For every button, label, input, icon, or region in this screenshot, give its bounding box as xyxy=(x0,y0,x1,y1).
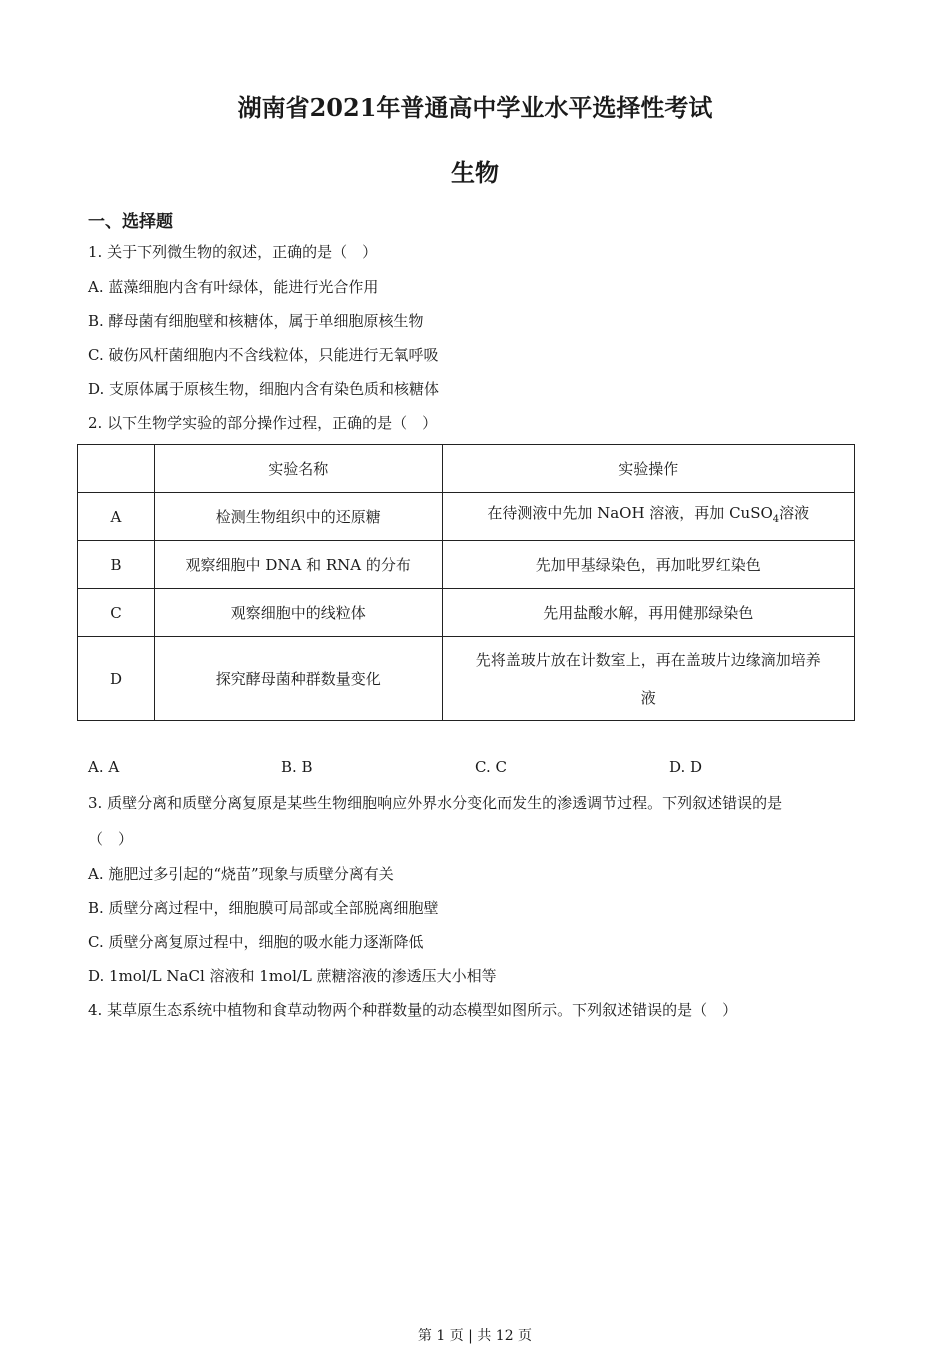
table-header-cell: 实验操作 xyxy=(442,445,854,493)
q2-choice-d: D. D xyxy=(669,758,703,776)
row-key: D xyxy=(78,637,155,721)
q3-option-c: C. 质壁分离复原过程中，细胞的吸水能力逐渐降低 xyxy=(88,933,424,951)
q4-stem: 4. 某草原生态系统中植物和食草动物两个种群数量的动态模型如图所示。下列叙述错误的是（ ） xyxy=(88,1001,738,1019)
experiment-table xyxy=(77,444,855,721)
q3-option-a: A. 施肥过多引起的“烧苗”现象与质壁分离有关 xyxy=(88,865,394,883)
experiment-name: 检测生物组织中的还原糖 xyxy=(154,493,442,541)
experiment-operation xyxy=(442,493,854,541)
experiment-name: 观察细胞中 DNA 和 RNA 的分布 xyxy=(154,541,442,589)
exam-title: 湖南省2021年普通高中学业水平选择性考试 xyxy=(237,93,713,122)
q2-stem: 2. 以下生物学实验的部分操作过程，正确的是（ ） xyxy=(88,414,438,432)
q2-choice-a: A. A xyxy=(88,758,120,776)
q1-option-a: A. 蓝藻细胞内含有叶绿体，能进行光合作用 xyxy=(88,278,379,296)
section-heading: 一、选择题 xyxy=(88,212,173,232)
experiment-operation: 先用盐酸水解，再用健那绿染色 xyxy=(442,589,854,637)
q2-choice-c: C. C xyxy=(475,758,507,776)
experiment-name: 探究酵母菌种群数量变化 xyxy=(154,637,442,721)
subscript: 4 xyxy=(772,514,780,525)
table-row xyxy=(78,637,855,721)
table-header-cell: 实验名称 xyxy=(154,445,442,493)
table-row xyxy=(78,589,855,637)
q2-choice-b: B. B xyxy=(281,758,313,776)
experiment-name: 观察细胞中的线粒体 xyxy=(154,589,442,637)
page-footer: 第 1 页 | 共 12 页 xyxy=(417,1328,533,1344)
q1-option-d: D. 支原体属于原核生物，细胞内含有染色质和核糖体 xyxy=(88,380,440,398)
table-row xyxy=(78,493,855,541)
row-key: C xyxy=(78,589,155,637)
q1-option-c: C. 破伤风杆菌细胞内不含线粒体，只能进行无氧呼吸 xyxy=(88,346,439,364)
q3-option-d: D. 1mol/L NaCl 溶液和 1mol/L 蔗糖溶液的渗透压大小相等 xyxy=(88,967,497,985)
row-key: A xyxy=(78,493,155,541)
table-row xyxy=(78,541,855,589)
q3-stem-cont: （ ） xyxy=(88,830,134,848)
experiment-operation: 先将盖玻片放在计数室上，再在盖玻片边缘滴加培养液 xyxy=(442,637,854,721)
experiment-operation: 先加甲基绿染色，再加吡罗红染色 xyxy=(442,541,854,589)
q3-stem: 3. 质壁分离和质壁分离复原是某些生物细胞响应外界水分变化而发生的渗透调节过程。下列叙述错误的是 xyxy=(88,794,783,812)
table-header-cell xyxy=(78,445,155,493)
subject-title: 生物 xyxy=(451,158,499,187)
q3-option-b: B. 质壁分离过程中，细胞膜可局部或全部脱离细胞壁 xyxy=(88,899,439,917)
table-header-row xyxy=(78,445,855,493)
q1-option-b: B. 酵母菌有细胞壁和核糖体，属于单细胞原核生物 xyxy=(88,312,424,330)
row-key: B xyxy=(78,541,155,589)
operation-text: 溶液 xyxy=(779,504,810,522)
q1-stem: 1. 关于下列微生物的叙述，正确的是（ ） xyxy=(88,243,378,261)
operation-text: 在待测液中先加 NaOH 溶液，再加 CuSO xyxy=(487,504,773,522)
